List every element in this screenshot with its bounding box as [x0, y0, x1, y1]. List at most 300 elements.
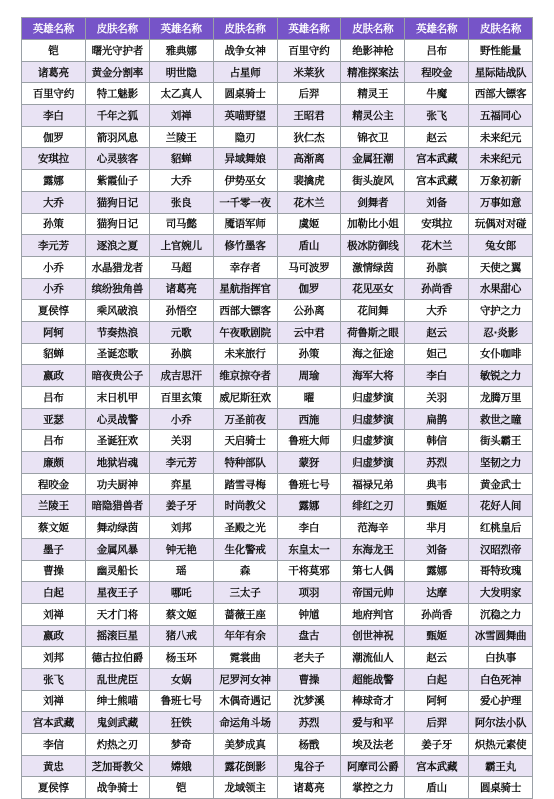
table-row [22, 105, 533, 127]
skin-name-cell: 万象初新 [469, 170, 533, 192]
table-row [22, 148, 533, 170]
skin-name-cell: 炽热元素使 [469, 734, 533, 756]
hero-name-cell: 小乔 [149, 408, 213, 430]
skin-name-cell: 圣诞恋歌 [85, 343, 149, 365]
hero-name-cell: 元歌 [149, 321, 213, 343]
hero-name-cell: 花木兰 [405, 235, 469, 257]
skin-name-cell: 缤纷独角兽 [85, 278, 149, 300]
skin-name-cell: 霓裳曲 [213, 647, 277, 669]
skin-name-cell: 棒球奇才 [341, 690, 405, 712]
hero-name-cell: 孙策 [277, 343, 341, 365]
table-row [22, 734, 533, 756]
skin-name-cell: 黄金分割率 [85, 61, 149, 83]
hero-name-cell: 吕布 [22, 430, 86, 452]
skin-name-cell: 西部大镖客 [469, 83, 533, 105]
skin-name-cell: 沉稳之力 [469, 603, 533, 625]
hero-name-cell: 扁鹊 [405, 408, 469, 430]
hero-name-cell: 鲁班七号 [149, 690, 213, 712]
skin-name-cell: 未来纪元 [469, 148, 533, 170]
skin-name-cell: 第七人偶 [341, 560, 405, 582]
skin-name-cell: 年年有余 [213, 625, 277, 647]
hero-name-cell: 白起 [405, 668, 469, 690]
skin-name-cell: 舞动绿茵 [85, 517, 149, 539]
hero-name-cell: 甄姬 [405, 625, 469, 647]
skin-name-cell: 曙光守护者 [85, 40, 149, 62]
skin-name-cell: 掌控之力 [341, 777, 405, 799]
skin-name-cell: 街头旋风 [341, 170, 405, 192]
table-body [22, 40, 533, 799]
skin-name-cell: 踏雪寻梅 [213, 473, 277, 495]
skin-name-cell: 西部大镖客 [213, 300, 277, 322]
table-row [22, 625, 533, 647]
table-row [22, 343, 533, 365]
hero-name-cell: 诸葛亮 [149, 278, 213, 300]
hero-name-cell: 蔡文姬 [22, 517, 86, 539]
skin-name-cell: 精灵王 [341, 83, 405, 105]
skin-name-cell: 千年之狐 [85, 105, 149, 127]
hero-name-cell: 貂蝉 [22, 343, 86, 365]
hero-name-cell: 程咬金 [405, 61, 469, 83]
skin-name-cell: 特工魅影 [85, 83, 149, 105]
table-row [22, 365, 533, 387]
hero-name-cell: 哪吒 [149, 582, 213, 604]
hero-name-cell: 杨戬 [277, 734, 341, 756]
hero-name-cell: 墨子 [22, 538, 86, 560]
skin-name-cell: 归虚梦演 [341, 408, 405, 430]
header-hero-name: 英雄名称 [149, 18, 213, 40]
skin-name-cell: 潮流仙人 [341, 647, 405, 669]
header-hero-name: 英雄名称 [277, 18, 341, 40]
hero-name-cell: 苏烈 [277, 712, 341, 734]
skin-name-cell: 占星师 [213, 61, 277, 83]
table-row [22, 647, 533, 669]
skin-name-cell: 范海辛 [341, 517, 405, 539]
skin-name-cell: 幽灵船长 [85, 560, 149, 582]
skin-name-cell: 爱与和平 [341, 712, 405, 734]
skin-name-cell: 阿尔法小队 [469, 712, 533, 734]
table-row [22, 235, 533, 257]
skin-name-cell: 海之征途 [341, 343, 405, 365]
hero-name-cell: 盘古 [277, 625, 341, 647]
skin-name-cell: 白执事 [469, 647, 533, 669]
skin-name-cell: 摇滚巨星 [85, 625, 149, 647]
table-row [22, 495, 533, 517]
hero-name-cell: 雅典娜 [149, 40, 213, 62]
hero-name-cell: 宫本武藏 [405, 755, 469, 777]
hero-name-cell: 刘禅 [22, 603, 86, 625]
hero-name-cell: 王昭君 [277, 105, 341, 127]
hero-name-cell: 盾山 [405, 777, 469, 799]
skin-name-cell: 白色死神 [469, 668, 533, 690]
hero-name-cell: 宫本武藏 [405, 170, 469, 192]
skin-name-cell: 黄金武士 [469, 473, 533, 495]
skin-name-cell: 精灵公主 [341, 105, 405, 127]
skin-name-cell: 伊势巫女 [213, 170, 277, 192]
skin-name-cell: 命运角斗场 [213, 712, 277, 734]
skin-name-cell: 天启骑士 [213, 430, 277, 452]
hero-name-cell: 李元芳 [22, 235, 86, 257]
hero-name-cell: 曜 [277, 387, 341, 409]
hero-name-cell: 张飞 [22, 668, 86, 690]
skin-name-cell: 天才门将 [85, 603, 149, 625]
skin-name-cell: 天使之翼 [469, 256, 533, 278]
hero-name-cell: 典韦 [405, 473, 469, 495]
skin-name-cell: 一千零一夜 [213, 191, 277, 213]
skin-name-cell: 归虚梦演 [341, 452, 405, 474]
hero-name-cell: 嫦娥 [149, 755, 213, 777]
skin-name-cell: 隐刃 [213, 126, 277, 148]
skin-name-cell: 星际陆战队 [469, 61, 533, 83]
skin-name-cell: 蔷薇王座 [213, 603, 277, 625]
hero-name-cell: 西施 [277, 408, 341, 430]
skin-name-cell: 爱心护理 [469, 690, 533, 712]
skin-name-cell: 尼罗河女神 [213, 668, 277, 690]
hero-name-cell: 上官婉儿 [149, 235, 213, 257]
hero-name-cell: 米莱狄 [277, 61, 341, 83]
hero-name-cell: 女娲 [149, 668, 213, 690]
skin-name-cell: 女仆咖啡 [469, 343, 533, 365]
hero-name-cell: 曹操 [22, 560, 86, 582]
hero-name-cell: 孙策 [22, 213, 86, 235]
skin-name-cell: 敏锐之力 [469, 365, 533, 387]
skin-name-cell: 未来旅行 [213, 343, 277, 365]
skin-name-cell: 绯红之刃 [341, 495, 405, 517]
hero-name-cell: 嬴政 [22, 365, 86, 387]
skin-name-cell: 逐浪之夏 [85, 235, 149, 257]
skin-name-cell: 午夜歌剧院 [213, 321, 277, 343]
hero-name-cell: 露娜 [22, 170, 86, 192]
hero-name-cell: 瑶 [149, 560, 213, 582]
skin-name-cell: 生化警戒 [213, 538, 277, 560]
hero-name-cell: 花木兰 [277, 191, 341, 213]
hero-name-cell: 孙尚香 [405, 603, 469, 625]
skin-name-cell: 绝影神枪 [341, 40, 405, 62]
skin-name-cell: 坚韧之力 [469, 452, 533, 474]
table-row [22, 387, 533, 409]
hero-name-cell: 苏烈 [405, 452, 469, 474]
hero-name-cell: 李元芳 [149, 452, 213, 474]
skin-name-cell: 水晶猎龙者 [85, 256, 149, 278]
skin-name-cell: 冰雪圆舞曲 [469, 625, 533, 647]
hero-name-cell: 李白 [405, 365, 469, 387]
skin-name-cell: 英喵野望 [213, 105, 277, 127]
skin-name-cell: 圣殿之光 [213, 517, 277, 539]
table-row [22, 668, 533, 690]
table-row [22, 256, 533, 278]
table-row [22, 582, 533, 604]
hero-name-cell: 公孙离 [277, 300, 341, 322]
skin-name-cell: 东海龙王 [341, 538, 405, 560]
header-skin-name: 皮肤名称 [213, 18, 277, 40]
table-row [22, 452, 533, 474]
skin-name-cell: 野性能量 [469, 40, 533, 62]
skin-name-cell: 福禄兄弟 [341, 473, 405, 495]
skin-name-cell: 忍·炎影 [469, 321, 533, 343]
hero-name-cell: 赵云 [405, 126, 469, 148]
skin-name-cell: 归虚梦演 [341, 387, 405, 409]
hero-name-cell: 李白 [277, 517, 341, 539]
table-row [22, 755, 533, 777]
hero-name-cell: 孙悟空 [149, 300, 213, 322]
hero-name-cell: 赵云 [405, 647, 469, 669]
skin-name-cell: 鬼剑武藏 [85, 712, 149, 734]
hero-name-cell: 伽罗 [277, 278, 341, 300]
skin-name-cell: 锦衣卫 [341, 126, 405, 148]
hero-name-cell: 张良 [149, 191, 213, 213]
table-row [22, 278, 533, 300]
skin-name-cell: 幸存者 [213, 256, 277, 278]
skin-table-container [21, 17, 532, 799]
skin-name-cell: 精准探案法 [341, 61, 405, 83]
hero-name-cell: 孙膑 [405, 256, 469, 278]
table-row [22, 300, 533, 322]
hero-name-cell: 张飞 [405, 105, 469, 127]
skin-name-cell: 万圣前夜 [213, 408, 277, 430]
skin-name-cell: 暗夜贵公子 [85, 365, 149, 387]
skin-name-cell: 万事如意 [469, 191, 533, 213]
table-row [22, 690, 533, 712]
skin-name-cell: 救世之瞳 [469, 408, 533, 430]
hero-name-cell: 项羽 [277, 582, 341, 604]
hero-name-cell: 鲁班七号 [277, 473, 341, 495]
hero-name-cell: 关羽 [405, 387, 469, 409]
hero-name-cell: 妲己 [405, 343, 469, 365]
skin-name-cell: 激情绿茵 [341, 256, 405, 278]
skin-name-cell: 乱世虎臣 [85, 668, 149, 690]
hero-name-cell: 大乔 [405, 300, 469, 322]
skin-name-cell: 兔女郎 [469, 235, 533, 257]
skin-name-cell: 维京掠夺者 [213, 365, 277, 387]
skin-name-cell: 战争女神 [213, 40, 277, 62]
header-skin-name: 皮肤名称 [341, 18, 405, 40]
hero-name-cell: 盾山 [277, 235, 341, 257]
hero-name-cell: 蔡文姬 [149, 603, 213, 625]
hero-name-cell: 成吉思汗 [149, 365, 213, 387]
hero-name-cell: 狂铁 [149, 712, 213, 734]
skin-name-cell: 守护之力 [469, 300, 533, 322]
skin-name-cell: 哥特玫瑰 [469, 560, 533, 582]
table-row [22, 473, 533, 495]
skin-name-cell: 超能战警 [341, 668, 405, 690]
hero-name-cell: 百里守约 [22, 83, 86, 105]
hero-name-cell: 高渐离 [277, 148, 341, 170]
hero-name-cell: 安琪拉 [22, 148, 86, 170]
hero-name-cell: 宫本武藏 [405, 148, 469, 170]
hero-name-cell: 嬴政 [22, 625, 86, 647]
skin-name-cell: 归虚梦演 [341, 430, 405, 452]
hero-name-cell: 夏侯惇 [22, 300, 86, 322]
hero-name-cell: 干将莫邪 [277, 560, 341, 582]
hero-name-cell: 韩信 [405, 430, 469, 452]
skin-name-cell: 地府判官 [341, 603, 405, 625]
skin-table [21, 17, 533, 799]
skin-name-cell: 威尼斯狂欢 [213, 387, 277, 409]
hero-name-cell: 大乔 [22, 191, 86, 213]
skin-name-cell: 帝国元帅 [341, 582, 405, 604]
hero-name-cell: 小乔 [22, 256, 86, 278]
hero-name-cell: 达摩 [405, 582, 469, 604]
hero-name-cell: 杨玉环 [149, 647, 213, 669]
skin-name-cell: 极冰防御线 [341, 235, 405, 257]
hero-name-cell: 钟馗 [277, 603, 341, 625]
skin-name-cell: 星夜王子 [85, 582, 149, 604]
hero-name-cell: 老夫子 [277, 647, 341, 669]
skin-name-cell: 乘风破浪 [85, 300, 149, 322]
hero-name-cell: 马超 [149, 256, 213, 278]
skin-name-cell: 灼热之刃 [85, 734, 149, 756]
hero-name-cell: 孙膑 [149, 343, 213, 365]
hero-name-cell: 赵云 [405, 321, 469, 343]
skin-name-cell: 特种部队 [213, 452, 277, 474]
skin-name-cell: 心灵骇客 [85, 148, 149, 170]
skin-name-cell: 龙域领主 [213, 777, 277, 799]
hero-name-cell: 猪八戒 [149, 625, 213, 647]
skin-name-cell: 阿摩司公爵 [341, 755, 405, 777]
skin-name-cell: 玩偶对对碰 [469, 213, 533, 235]
hero-name-cell: 甄姬 [405, 495, 469, 517]
hero-name-cell: 吕布 [405, 40, 469, 62]
hero-name-cell: 姜子牙 [149, 495, 213, 517]
hero-name-cell: 程咬金 [22, 473, 86, 495]
hero-name-cell: 周瑜 [277, 365, 341, 387]
skin-name-cell: 森 [213, 560, 277, 582]
skin-name-cell: 花好人间 [469, 495, 533, 517]
skin-name-cell: 魇语军师 [213, 213, 277, 235]
skin-name-cell: 水果甜心 [469, 278, 533, 300]
skin-name-cell: 露花倒影 [213, 755, 277, 777]
hero-name-cell: 沈梦溪 [277, 690, 341, 712]
table-row [22, 170, 533, 192]
table-row [22, 517, 533, 539]
hero-name-cell: 吕布 [22, 387, 86, 409]
header-skin-name: 皮肤名称 [469, 18, 533, 40]
skin-name-cell: 汉昭烈帝 [469, 538, 533, 560]
skin-name-cell: 加勒比小姐 [341, 213, 405, 235]
hero-name-cell: 兰陵王 [22, 495, 86, 517]
hero-name-cell: 百里守约 [277, 40, 341, 62]
table-row [22, 560, 533, 582]
hero-name-cell: 夏侯惇 [22, 777, 86, 799]
hero-name-cell: 廉颇 [22, 452, 86, 474]
table-row [22, 40, 533, 62]
hero-name-cell: 诸葛亮 [277, 777, 341, 799]
hero-name-cell: 白起 [22, 582, 86, 604]
table-row [22, 777, 533, 799]
table-row [22, 538, 533, 560]
hero-name-cell: 狄仁杰 [277, 126, 341, 148]
hero-name-cell: 关羽 [149, 430, 213, 452]
skin-name-cell: 星航指挥官 [213, 278, 277, 300]
skin-name-cell: 荷鲁斯之眼 [341, 321, 405, 343]
hero-name-cell: 钟无艳 [149, 538, 213, 560]
table-row [22, 213, 533, 235]
skin-name-cell: 异域舞娘 [213, 148, 277, 170]
skin-name-cell: 埃及法老 [341, 734, 405, 756]
hero-name-cell: 东皇太一 [277, 538, 341, 560]
skin-name-cell: 地狱岩魂 [85, 452, 149, 474]
hero-name-cell: 姜子牙 [405, 734, 469, 756]
skin-name-cell: 末日机甲 [85, 387, 149, 409]
hero-name-cell: 貂蝉 [149, 148, 213, 170]
hero-name-cell: 阿轲 [405, 690, 469, 712]
skin-name-cell: 红桃皇后 [469, 517, 533, 539]
skin-name-cell: 时尚教父 [213, 495, 277, 517]
skin-name-cell: 剑舞者 [341, 191, 405, 213]
hero-name-cell: 刘禅 [149, 105, 213, 127]
hero-name-cell: 弈星 [149, 473, 213, 495]
table-row [22, 408, 533, 430]
hero-name-cell: 铠 [22, 40, 86, 62]
skin-name-cell: 节奏热浪 [85, 321, 149, 343]
skin-name-cell: 箭羽风息 [85, 126, 149, 148]
skin-name-cell: 创世神祝 [341, 625, 405, 647]
skin-name-cell: 三太子 [213, 582, 277, 604]
hero-name-cell: 亚瑟 [22, 408, 86, 430]
skin-name-cell: 霸王丸 [469, 755, 533, 777]
table-row [22, 83, 533, 105]
hero-name-cell: 小乔 [22, 278, 86, 300]
hero-name-cell: 芈月 [405, 517, 469, 539]
skin-name-cell: 花见巫女 [341, 278, 405, 300]
skin-name-cell: 芝加哥教父 [85, 755, 149, 777]
hero-name-cell: 黄忠 [22, 755, 86, 777]
hero-name-cell: 牛魔 [405, 83, 469, 105]
skin-name-cell: 金属狂潮 [341, 148, 405, 170]
skin-name-cell: 街头霸王 [469, 430, 533, 452]
hero-name-cell: 李白 [22, 105, 86, 127]
table-row [22, 61, 533, 83]
hero-name-cell: 刘邦 [22, 647, 86, 669]
hero-name-cell: 铠 [149, 777, 213, 799]
skin-name-cell: 猫狗日记 [85, 191, 149, 213]
skin-name-cell: 花间舞 [341, 300, 405, 322]
hero-name-cell: 曹操 [277, 668, 341, 690]
hero-name-cell: 马可波罗 [277, 256, 341, 278]
hero-name-cell: 鲁班大师 [277, 430, 341, 452]
table-row [22, 430, 533, 452]
hero-name-cell: 李信 [22, 734, 86, 756]
hero-name-cell: 伽罗 [22, 126, 86, 148]
hero-name-cell: 虞姬 [277, 213, 341, 235]
skin-name-cell: 未来纪元 [469, 126, 533, 148]
header-skin-name: 皮肤名称 [85, 18, 149, 40]
skin-name-cell: 修竹墨客 [213, 235, 277, 257]
skin-name-cell: 金属风暴 [85, 538, 149, 560]
hero-name-cell: 孙尚香 [405, 278, 469, 300]
hero-name-cell: 宫本武藏 [22, 712, 86, 734]
table-row [22, 126, 533, 148]
skin-name-cell: 圆桌骑士 [213, 83, 277, 105]
hero-name-cell: 后羿 [405, 712, 469, 734]
skin-name-cell: 美梦成真 [213, 734, 277, 756]
hero-name-cell: 刘禅 [22, 690, 86, 712]
skin-name-cell: 紫霞仙子 [85, 170, 149, 192]
table-row [22, 191, 533, 213]
skin-name-cell: 五福同心 [469, 105, 533, 127]
skin-name-cell: 战争骑士 [85, 777, 149, 799]
hero-name-cell: 百里玄策 [149, 387, 213, 409]
header-row [22, 18, 533, 40]
hero-name-cell: 露娜 [277, 495, 341, 517]
skin-name-cell: 功夫厨神 [85, 473, 149, 495]
skin-name-cell: 龙腾万里 [469, 387, 533, 409]
header-hero-name: 英雄名称 [22, 18, 86, 40]
table-row [22, 712, 533, 734]
skin-name-cell: 暗隐猎兽者 [85, 495, 149, 517]
hero-name-cell: 大乔 [149, 170, 213, 192]
hero-name-cell: 太乙真人 [149, 83, 213, 105]
hero-name-cell: 鬼谷子 [277, 755, 341, 777]
